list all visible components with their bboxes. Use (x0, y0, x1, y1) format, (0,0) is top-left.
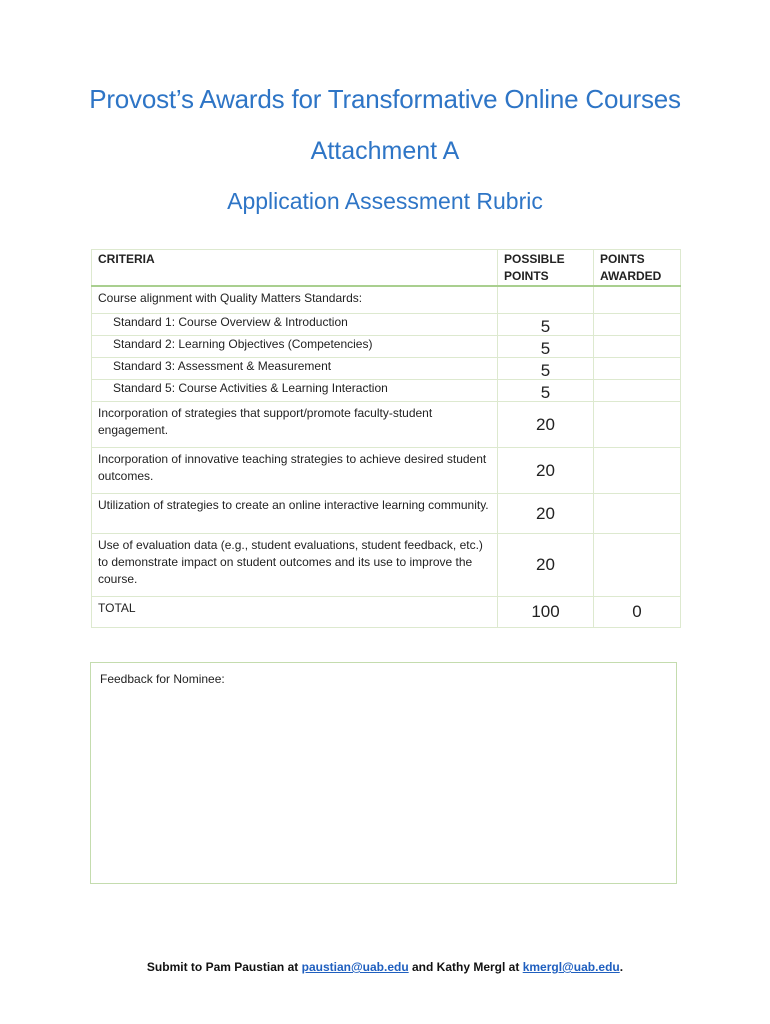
possible-points-cell: 5 (498, 357, 594, 379)
table-row (92, 286, 681, 313)
footer-text-start: Submit to Pam Paustian at (146, 960, 302, 974)
criterion-cell: Standard 1: Course Overview & Introduction (92, 313, 498, 335)
table-row (92, 357, 681, 379)
table-row (92, 401, 681, 447)
total-possible-points: 100 (498, 596, 594, 627)
table-row (92, 447, 681, 493)
points-awarded-cell[interactable] (594, 493, 681, 533)
column-header-criteria: CRITERIA (92, 250, 498, 287)
points-awarded-cell[interactable] (594, 286, 681, 313)
submission-instructions (0, 960, 770, 974)
criterion-cell: Use of evaluation data (e.g., student evaluations, student feedback, etc.) to demonstrate impact on student outcomes and its use to improve the course. (92, 533, 498, 596)
section-label: Course alignment with Quality Matters Standards: (92, 286, 498, 313)
table-row (92, 533, 681, 596)
email-link-mergl[interactable]: kmergl@uab.edu (522, 960, 620, 974)
feedback-label: Feedback for Nominee: (100, 672, 225, 686)
email-link-paustian[interactable]: paustian@uab.edu (301, 960, 409, 974)
points-awarded-cell[interactable] (594, 379, 681, 401)
table-row (92, 335, 681, 357)
criterion-cell: Standard 2: Learning Objectives (Competencies) (92, 335, 498, 357)
points-awarded-cell[interactable] (594, 401, 681, 447)
possible-points-cell: 20 (498, 447, 594, 493)
table-row (92, 379, 681, 401)
possible-points-cell: 20 (498, 493, 594, 533)
criterion-cell: Incorporation of innovative teaching strategies to achieve desired student outcomes. (92, 447, 498, 493)
points-awarded-cell[interactable] (594, 313, 681, 335)
table-row (92, 313, 681, 335)
rubric-heading: Application Assessment Rubric (227, 188, 543, 214)
assessment-rubric-table (91, 249, 681, 628)
possible-points-cell (498, 286, 594, 313)
possible-points-cell: 5 (498, 379, 594, 401)
feedback-box[interactable] (90, 662, 677, 884)
table-row (92, 493, 681, 533)
possible-points-cell: 5 (498, 313, 594, 335)
table-header-row (92, 250, 681, 287)
footer-text-end: . (619, 960, 624, 974)
criterion-cell: Standard 3: Assessment & Measurement (92, 357, 498, 379)
total-points-awarded[interactable]: 0 (594, 596, 681, 627)
points-awarded-cell[interactable] (594, 357, 681, 379)
possible-points-cell: 20 (498, 401, 594, 447)
possible-points-cell: 20 (498, 533, 594, 596)
points-awarded-cell[interactable] (594, 447, 681, 493)
column-header-points-awarded: POINTS AWARDED (594, 250, 681, 287)
criterion-cell: Standard 5: Course Activities & Learning Interaction (92, 379, 498, 401)
document-title: Provost’s Awards for Transformative Online Courses (89, 84, 681, 114)
points-awarded-cell[interactable] (594, 335, 681, 357)
possible-points-cell: 5 (498, 335, 594, 357)
points-awarded-cell[interactable] (594, 533, 681, 596)
footer-text-middle: and Kathy Mergl at (408, 960, 523, 974)
total-row (92, 596, 681, 627)
total-label: TOTAL (92, 596, 498, 627)
criterion-cell: Utilization of strategies to create an online interactive learning community. (92, 493, 498, 533)
criterion-cell: Incorporation of strategies that support/promote faculty-student engagement. (92, 401, 498, 447)
column-header-possible-points: POSSIBLE POINTS (498, 250, 594, 287)
attachment-label: Attachment A (310, 137, 460, 165)
